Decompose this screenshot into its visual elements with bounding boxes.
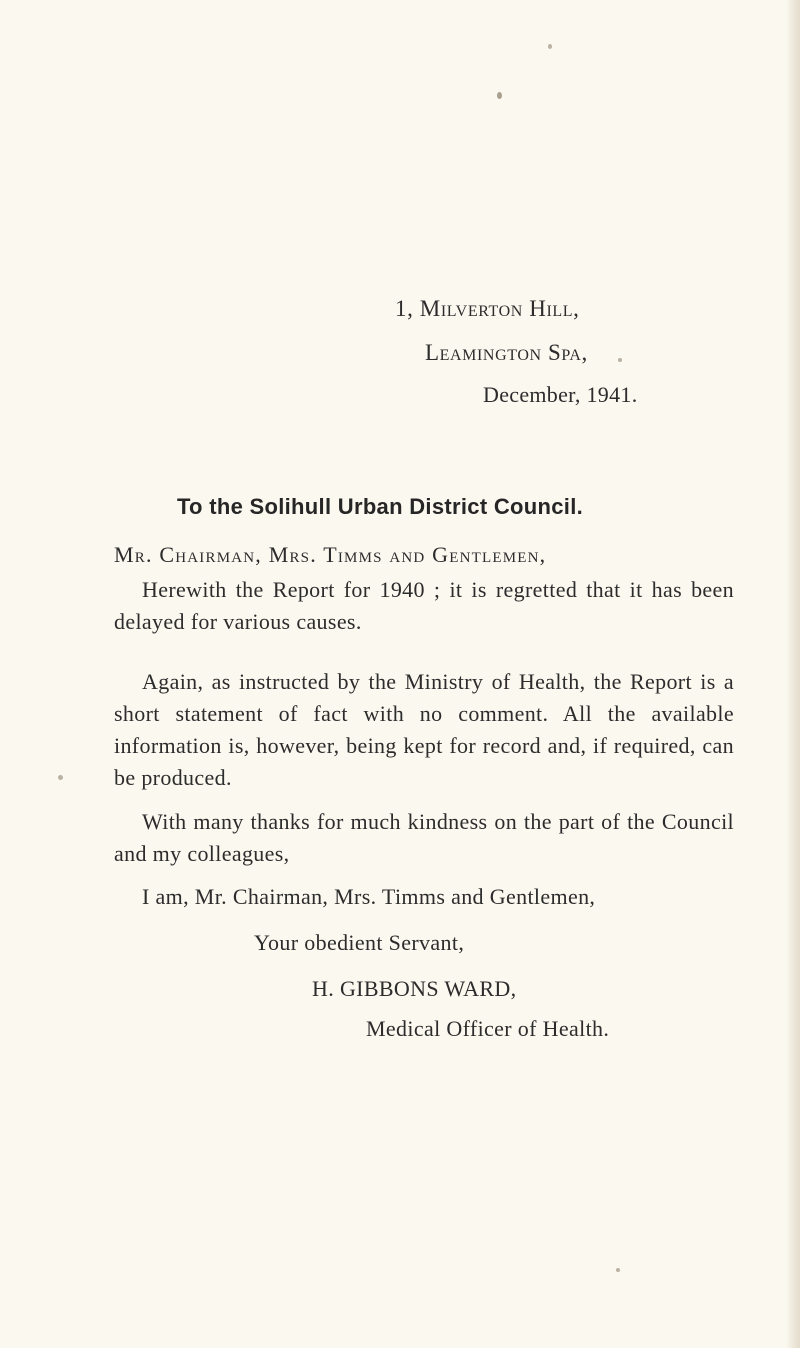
paper-speck <box>497 92 502 99</box>
signatory-name: H. GIBBONS WARD, <box>312 976 517 1001</box>
paper-speck <box>616 1268 620 1272</box>
paper-speck <box>548 44 552 49</box>
paragraph-2-text: Again, as instructed by the Ministry of Health, the Report is a short statement of fact with no comment. All the available information is, however, being kept for record and, if required, can be produced. <box>114 669 734 790</box>
salutation: Mr. Chairman, Mrs. Timms and Gentlemen, <box>114 542 547 567</box>
address-town: Leamington Spa, <box>425 340 588 365</box>
paper-speck <box>58 775 63 780</box>
paragraph-1-text: Herewith the Report for 1940 ; it is regretted that it has been delayed for various causes. <box>114 577 734 634</box>
signatory-title: Medical Officer of Health. <box>366 1016 610 1041</box>
letter-date: December, 1941. <box>483 382 638 407</box>
paper-speck <box>618 358 622 362</box>
paragraph-3 <box>114 806 734 870</box>
address-street: 1, Milverton Hill, <box>395 296 580 321</box>
closing-servant: Your obedient Servant, <box>254 930 465 955</box>
paragraph-2 <box>114 666 734 794</box>
page-edge-shadow <box>786 0 800 1348</box>
paragraph-1 <box>114 574 734 638</box>
letter-heading: To the Solihull Urban District Council. <box>176 494 584 519</box>
closing-line: I am, Mr. Chairman, Mrs. Timms and Gentlemen, <box>142 884 596 909</box>
paragraph-3-text: With many thanks for much kindness on the part of the Council and my colleagues, <box>114 809 734 866</box>
